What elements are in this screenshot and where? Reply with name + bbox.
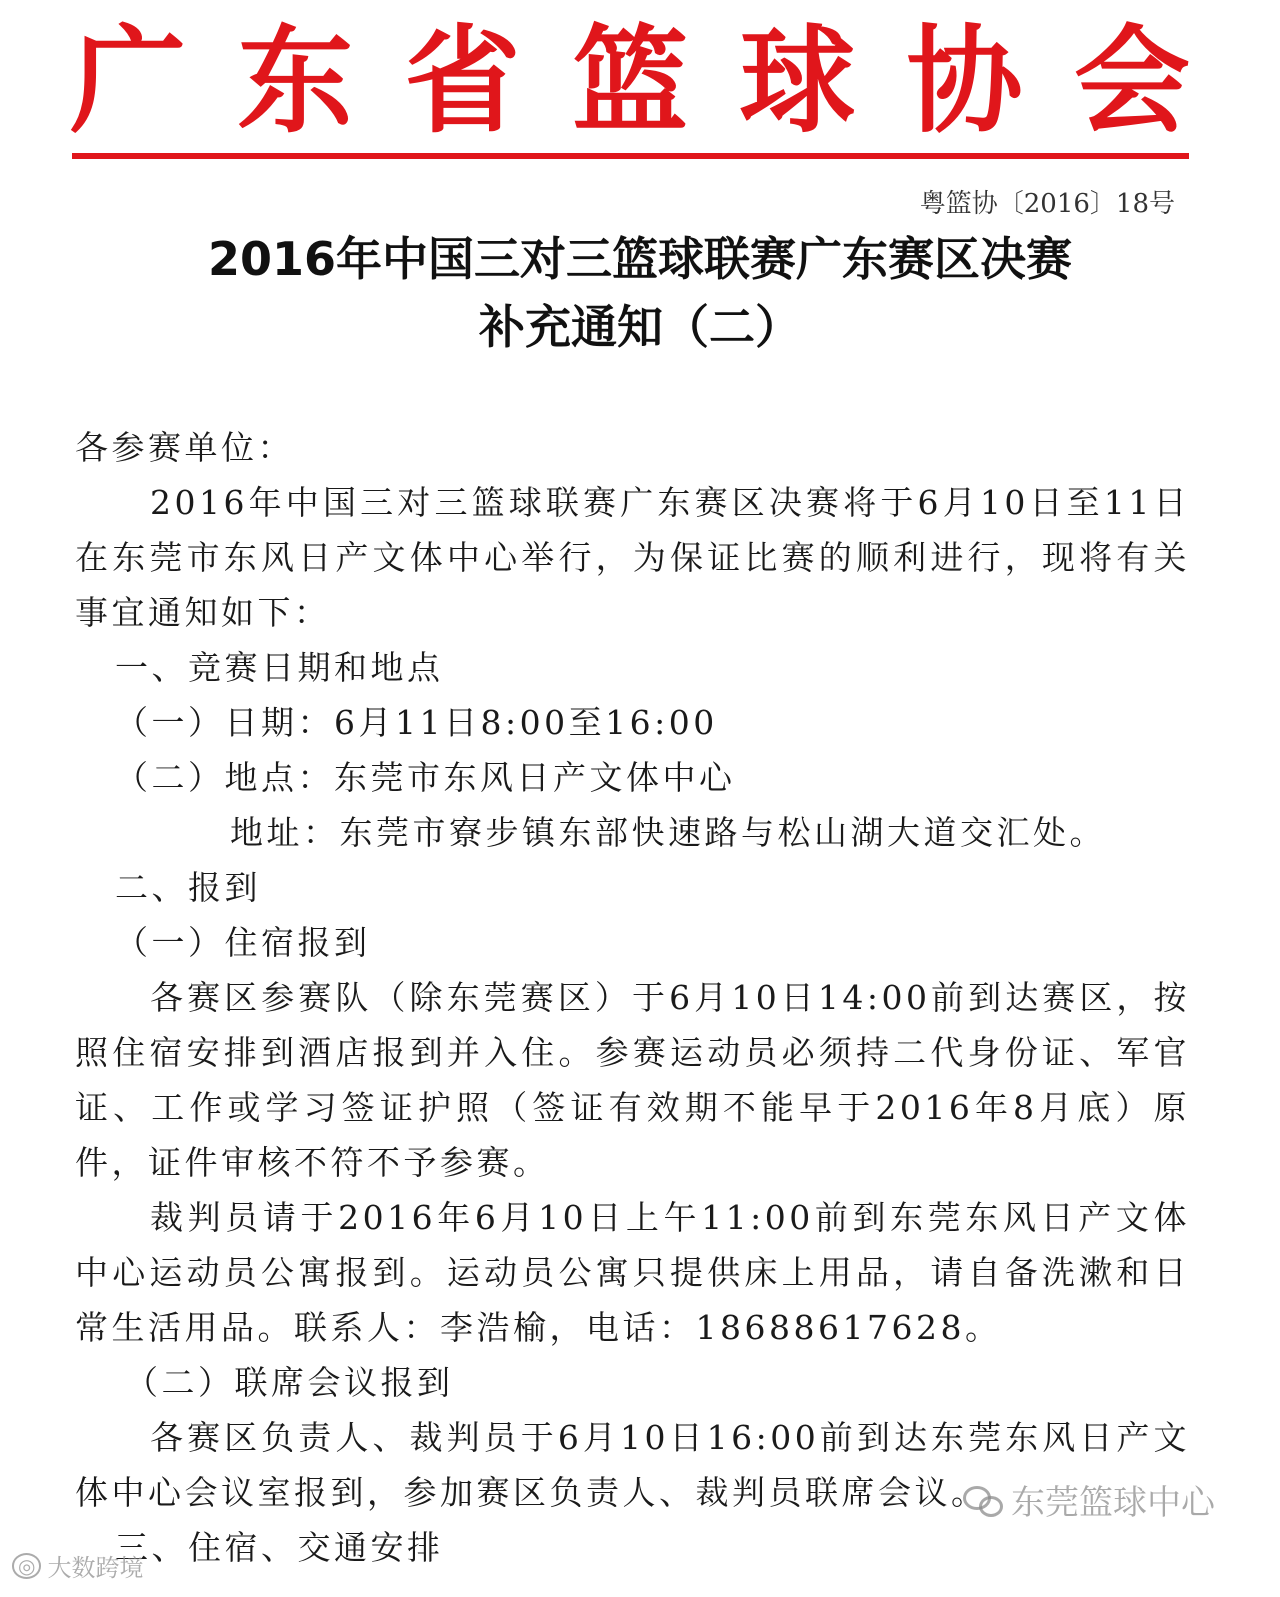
logo-mark-icon: ◎ [12, 1553, 41, 1579]
letterhead-char: 东 [237, 14, 354, 149]
corner-watermark [12, 1548, 143, 1583]
section-heading-1: 一、竞赛日期和地点 [115, 648, 444, 687]
letterhead-char: 篮 [571, 14, 688, 149]
section-heading-2: 二、报到 [115, 868, 261, 907]
document-title-line2: 补充通知（二） [479, 300, 801, 354]
joint-meeting-paragraph: 各赛区负责人、裁判员于6月10日16:00前到达东莞东风日产文体中心会议室报到，参加赛区负责人、裁判员联席会议。 [75, 1418, 1190, 1512]
corner-watermark-text: 大数跨境 [47, 1554, 144, 1582]
document-title [0, 225, 1280, 361]
letterhead-divider [72, 153, 1189, 159]
letterhead-char: 省 [404, 14, 521, 149]
letterhead-char: 协 [906, 14, 1023, 149]
intro-paragraph: 2016年中国三对三篮球联赛广东赛区决赛将于6月10日至11日在东莞市东风日产文体中心举行，为保证比赛的顺利进行，现将有关事宜通知如下： [75, 483, 1190, 632]
document-body [75, 420, 1190, 1575]
section-heading-3: 三、住宿、交通安排 [115, 1528, 444, 1567]
address-line: 地址：东莞市寮步镇东部快速路与松山湖大道交汇处。 [230, 813, 1106, 852]
referee-paragraph: 裁判员请于2016年6月10日上午11:00前到东莞东风日产文体中心运动员公寓报到。运动员公寓只提供床上用品，请自备洗漱和日常生活用品。联系人：李浩榆，电话：18688617628。 [75, 1198, 1190, 1347]
letterhead-title [70, 14, 1190, 149]
date-line: （一）日期：6月11日8:00至16:00 [115, 703, 718, 742]
wechat-icon [963, 1484, 1003, 1516]
document-title-line1: 2016年中国三对三篮球联赛广东赛区决赛 [207, 232, 1073, 286]
document-number: 粤篮协〔2016〕18号 [919, 189, 1175, 219]
wechat-watermark [963, 1475, 1215, 1524]
accommodation-paragraph: 各赛区参赛队（除东莞赛区）于6月10日14:00前到达赛区，按照住宿安排到酒店报到并入住。参赛运动员必须持二代身份证、军官证、工作或学习签证护照（签证有效期不能早于2016年8月底）原件，证件审核不符不予参赛。 [75, 978, 1190, 1182]
letterhead-char: 广 [70, 14, 186, 149]
letterhead-char: 球 [739, 14, 856, 149]
salutation: 各参赛单位： [75, 428, 294, 467]
letterhead-char: 会 [1073, 14, 1190, 149]
watermark-text: 东莞篮球中心 [1011, 1483, 1215, 1523]
subheading-accommodation: （一）住宿报到 [115, 923, 371, 962]
subheading-joint-meeting: （二）联席会议报到 [125, 1363, 454, 1402]
venue-line: （二）地点：东莞市东风日产文体中心 [115, 758, 736, 797]
